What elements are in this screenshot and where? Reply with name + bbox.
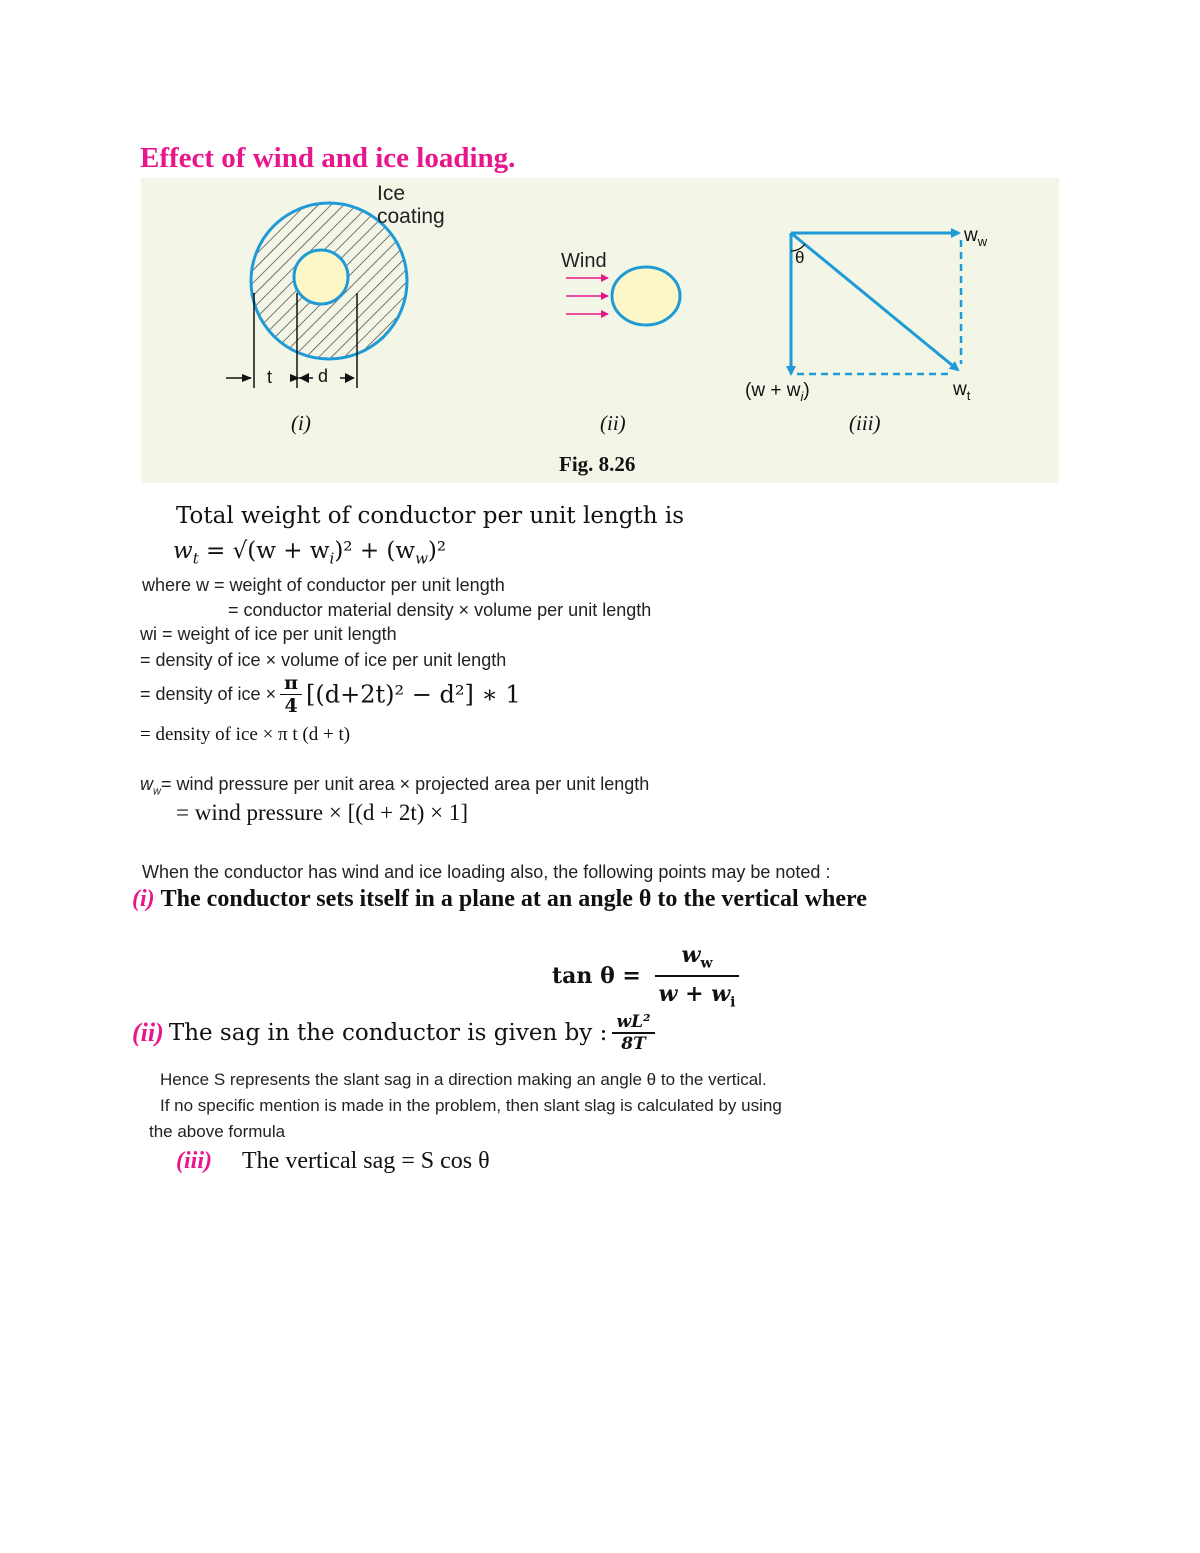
- tan-formula: tan θ = $\frac{w_w}{w + w_i}$: [552, 942, 739, 1012]
- theta-label: θ: [795, 248, 805, 267]
- conductor-density-line: = conductor material density × volume per unit length: [228, 600, 652, 620]
- conductor-circle: [612, 267, 680, 325]
- pi-over-4: $\frac{\pi}{4}$: [280, 672, 302, 717]
- wind-conductor: [566, 267, 680, 325]
- wind-label: Wind: [561, 250, 607, 272]
- ww-definition-line: $w_w=$ wind pressure per unit area × projected area per unit length: [140, 774, 650, 798]
- conductor-core: [294, 250, 348, 304]
- w-wi-label: $(w + w_i)$: [745, 380, 810, 404]
- wind-pressure-line: = wind pressure × [(d + 2t) × 1]: [176, 800, 469, 825]
- point-i: (i) The conductor sets itself in a plane at an angle θ to the vertical where: [132, 886, 867, 912]
- ww-label: $w_w$: [964, 225, 988, 249]
- hence-line: Hence S represents the slant sag in a direction making an angle θ to the vertical.: [160, 1070, 767, 1089]
- density-pi-line: = density of ice × $\frac{\pi}{4}$ [(d+2t)² − d²] ∗ 1: [140, 672, 521, 717]
- caption-ii: (ii): [600, 411, 626, 435]
- where-line: where w = weight of conductor per unit length: [142, 575, 505, 595]
- vector-diagram: [791, 233, 961, 374]
- wt-formula: $w_t = √(w + w_i)^2 + (w_w)^2$: [173, 538, 447, 568]
- when-line: When the conductor has wind and ice loading also, the following points may be noted :: [142, 862, 831, 882]
- wt-label: $w_t$: [953, 379, 971, 403]
- total-weight-line: Total weight of conductor per unit length is: [176, 503, 684, 529]
- figure-caption: Fig. 8.26: [559, 452, 636, 476]
- sag-fraction: $\frac{\text{wL²}}{8T}$: [612, 1012, 654, 1054]
- caption-i: (i): [291, 411, 311, 435]
- density-ice-line: = density of ice × volume of ice per unit length: [140, 650, 507, 670]
- if-no-line: If no specific mention is made in the problem, then slant slag is calculated by using: [160, 1096, 782, 1115]
- point-ii: (ii) The sag in the conductor is given by : $\frac{\text{wL²}}{8T}$: [132, 1012, 655, 1072]
- tan-fraction: $\frac{w_w}{w + w_i}$: [655, 942, 740, 1011]
- d-label: d: [318, 366, 329, 386]
- above-formula-line: the above formula: [149, 1122, 286, 1141]
- ice-coated-conductor: [226, 203, 407, 388]
- page-title: Effect of wind and ice loading.: [140, 142, 516, 174]
- wt-arrow: [791, 233, 958, 370]
- figure-8-26: [141, 178, 1059, 483]
- figure-diagram: [141, 178, 1059, 483]
- density-short-line: = density of ice × π t (d + t): [140, 724, 351, 745]
- t-label: t: [267, 367, 273, 387]
- wi-line: wi = weight of ice per unit length: [140, 624, 397, 644]
- point-iii: (iii) The vertical sag = S cos θ: [176, 1148, 490, 1174]
- ice-label: Ice coating: [377, 182, 445, 228]
- caption-iii: (iii): [849, 411, 881, 435]
